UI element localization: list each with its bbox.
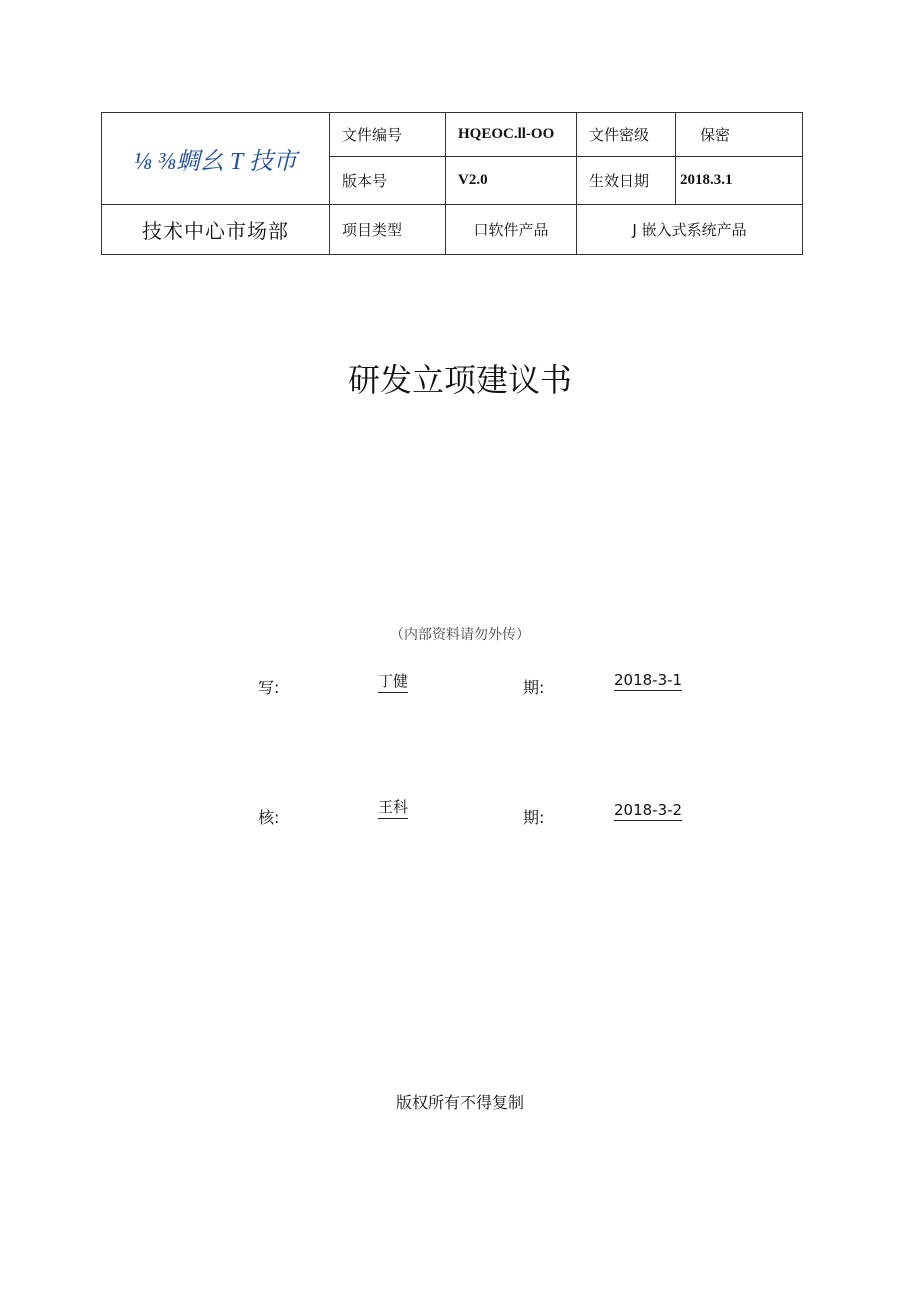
doc-number-label: 文件编号 <box>330 113 446 157</box>
version-value: V2.0 <box>446 157 577 205</box>
confidential-note: （内部资料请勿外传） <box>390 627 530 643</box>
department-name: 技术中心市场部 <box>102 205 330 255</box>
writer-date: 2018-3-1 <box>614 671 683 689</box>
company-logo: ⅛ ⅜蜩幺 T 技市 <box>102 113 330 205</box>
doc-number-value: HQEOC.ll-OO <box>446 113 577 157</box>
reviewer-date: 2018-3-2 <box>614 801 683 819</box>
option-software-product: 口软件产品 <box>446 205 577 255</box>
document-header-table <box>101 112 803 255</box>
option-embedded-product: J 嵌入式系统产品 <box>577 205 803 255</box>
writer-name: 丁健 <box>378 670 408 693</box>
copyright-footer: 版权所有不得复制 <box>395 1093 524 1112</box>
effective-date-value: 2018.3.1 <box>676 157 803 205</box>
version-label: 版本号 <box>330 157 446 205</box>
writer-label: 写: <box>258 678 280 697</box>
effective-date-label: 生效日期 <box>577 157 676 205</box>
secrecy-label: 文件密级 <box>577 113 676 157</box>
document-title: 研发立项建议书 <box>347 361 572 399</box>
project-type-label: 项目类型 <box>330 205 446 255</box>
reviewer-name: 王科 <box>378 796 408 819</box>
reviewer-date-label: 期: <box>523 808 545 827</box>
secrecy-value: 保密 <box>676 113 803 157</box>
reviewer-label: 核: <box>258 808 280 827</box>
writer-date-label: 期: <box>523 678 545 697</box>
